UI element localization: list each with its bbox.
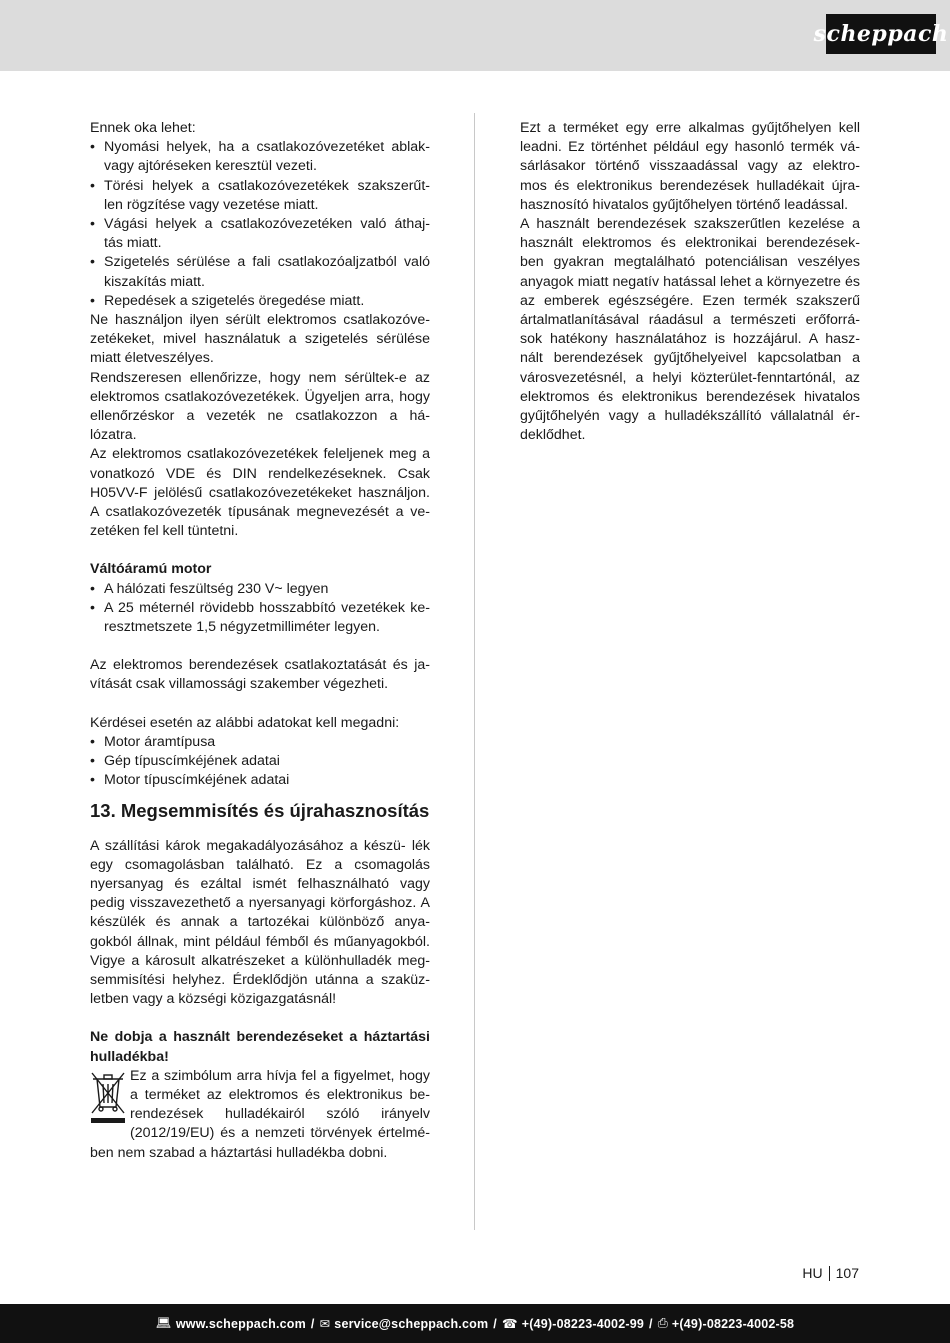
left-column xyxy=(90,119,430,1163)
list-item: • Motor áramtípusa xyxy=(90,733,430,752)
paragraph: A szállítási károk megakadályozásához a készü- lék egy csomagolásban található. Ez a csomagolás nyersanyag és ezáltal ismét felhasználható vagy pedig visszavezethető a nyersanyagi körforgáshoz. A készülék és annak a tartozékai különböző anya- gokból állnak, mint például fémből és műanyagokból. Vigye a károsult alkatrészeket a különhulladék meg- semmisítési helyhez. Érdeklődjön utánna a szaküz- letben vagy a községi közigazgatásnál! xyxy=(90,837,430,1008)
footer-bar: 💻︎ www.scheppach.com / ✉︎ service@scheppach.com / ☎︎ +(49)-08223-4002-99 / ⎙ +(49)-08223-4002-58 xyxy=(0,1304,950,1343)
weee-text: Ez a szimbólum arra hívja fel a figyelmet, hogy a terméket az elektromos és elektronikus be- rendezések hulladékairól szóló irányelv (2012/19/EU) és a nemzeti törvények értelmé- ben nem szabad a háztartási hulladékba dobni. xyxy=(90,1067,430,1161)
warning-heading: Ne dobja a használt berendezéseket a háztartási hulladékba! xyxy=(90,1029,430,1065)
paragraph: Az elektromos berendezések csatlakoztatását és ja- vítását csak villamossági szakember végezheti. xyxy=(90,657,430,693)
weee-notice xyxy=(90,1067,430,1163)
list-item: • Törési helyek a csatlakozóvezetékek szakszerűt- len rögzítése vagy vezetése miatt. xyxy=(90,177,430,215)
fax-icon: ⎙ xyxy=(657,1316,668,1330)
footer-phone: +(49)-08223-4002-99 xyxy=(521,1316,645,1331)
footer-email[interactable]: service@scheppach.com xyxy=(334,1316,489,1331)
ac-motor-heading: Váltóáramú motor xyxy=(90,561,212,578)
paragraph: Ezt a terméket egy erre alkalmas gyűjtőhelyen kell leadni. Ez történhet például egy hasonló termék vá- sárlásakor történő visszaadással vagy az elektro- mos és elektronikus berendezések hulladékait újra- hasznosító hivatalos gyűjtőhelyen történő leadással. xyxy=(520,120,860,213)
envelope-icon: ✉︎ xyxy=(319,1317,331,1331)
ac-motor-list xyxy=(90,580,430,638)
right-column xyxy=(520,119,860,445)
list-item: • Szigetelés sérülése a fali csatlakozóaljzatból való kiszakítás miatt. xyxy=(90,253,430,291)
footer-web[interactable]: www.scheppach.com xyxy=(175,1316,306,1331)
footer-fax: +(49)-08223-4002-58 xyxy=(671,1316,795,1331)
computer-icon: 💻︎ xyxy=(155,1316,172,1330)
language-code: HU xyxy=(802,1265,823,1281)
paragraph: Az elektromos csatlakozóvezetékek feleljenek meg a vonatkozó VDE és DIN rendelkezéseknek. Csak H05VV-F jelölésű csatlakozóvezetékeket használjon. A csatlakozóvezeték típusának megnevezését a ve- zetéken fel kell tüntetni. xyxy=(90,446,430,540)
page-separator xyxy=(829,1266,830,1281)
list-item: • Gép típuscímkéjének adatai xyxy=(90,752,430,771)
list-item: • Motor típuscímkéjének adatai xyxy=(90,771,430,790)
causes-list xyxy=(90,138,430,311)
paragraph: Ne használjon ilyen sérült elektromos csatlakozóve- zetékeket, mivel használatuk a szigetelés sérülése miatt életveszélyes. xyxy=(90,312,430,367)
crossed-bin-icon xyxy=(90,1069,126,1125)
telephone-icon: ☎︎ xyxy=(501,1317,518,1331)
list-item: • A hálózati feszültség 230 V~ legyen xyxy=(90,580,430,599)
paragraph: Rendszeresen ellenőrizze, hogy nem sérültek-e az elektromos csatlakozóvezetékek. Ügyeljen arra, hogy ellenőrzéskor a vezeték ne csatlakozzon a há- lózatra. xyxy=(90,369,430,444)
scheppach-logo: scheppach xyxy=(826,14,936,54)
paragraph: A használt berendezések szakszerűtlen kezelése a használt elektromos és elektronikai berendezések- ben gyakran megtalálható potenciálisan veszélyes anyagok miatt negatív hatással lehet a környezetre és az emberek egészségére. Ezen termék szakszerű ártalmatlanításával ráadásul a természeti erőforrá- sok hatékony használatához is hozzájárul. A hasz- nált berendezések gyűjtőhelyeivel kapcsolatban a városvezetésnél, a helyi közterület-fenntartónál, az elektromos és elektronikus berendezések hivatalos gyűjtőhelyén vagy a hulladékszállító vállalatnál ér- deklődhet. xyxy=(520,216,860,444)
section-title: 13. Megsemmisítés és újrahasznosítás xyxy=(90,799,430,821)
data-list xyxy=(90,733,430,791)
paragraph: Kérdései esetén az alábbi adatokat kell megadni: xyxy=(90,714,400,731)
list-item: • A 25 méternél rövidebb hosszabbító vezetékek ke- resztmetszete 1,5 négyzetmilliméter legyen. xyxy=(90,599,430,637)
column-divider xyxy=(474,113,475,1230)
list-item: • Nyomási helyek, ha a csatlakozóvezetéket ablak- vagy ajtóréseken keresztül vezeti. xyxy=(90,138,430,176)
header-bar xyxy=(0,0,950,71)
causes-intro: Ennek oka lehet: xyxy=(90,120,196,136)
page-number xyxy=(802,1265,859,1281)
list-item: • Repedések a szigetelés öregedése miatt. xyxy=(90,292,430,311)
page-num: 107 xyxy=(835,1265,859,1281)
list-item: • Vágási helyek a csatlakozóvezetéken való áthaj- tás miatt. xyxy=(90,215,430,253)
